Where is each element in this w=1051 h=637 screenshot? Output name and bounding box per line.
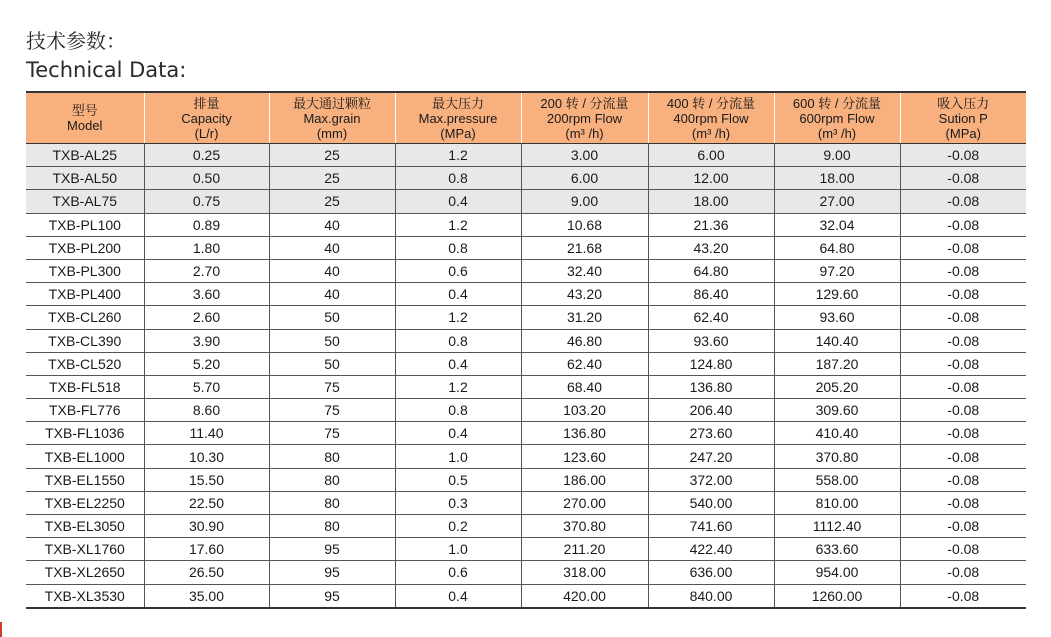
table-cell-flow-400rpm: 273.60 xyxy=(648,422,774,445)
table-row xyxy=(26,515,1026,538)
table-cell-flow-200rpm: 31.20 xyxy=(521,306,648,329)
table-cell-model: TXB-EL1000 xyxy=(26,445,144,468)
table-cell-model: TXB-CL520 xyxy=(26,352,144,375)
table-cell-flow-600rpm: 205.20 xyxy=(774,375,900,398)
table-cell-flow-600rpm: 93.60 xyxy=(774,306,900,329)
table-cell-flow-200rpm: 123.60 xyxy=(521,445,648,468)
table-cell-suction-pressure: -0.08 xyxy=(900,399,1026,422)
table-cell-max-pressure: 0.4 xyxy=(395,352,521,375)
table-cell-flow-200rpm: 21.68 xyxy=(521,236,648,259)
table-cell-max-grain: 50 xyxy=(269,306,395,329)
table-cell-model: TXB-EL3050 xyxy=(26,515,144,538)
column-header-line: 600rpm Flow xyxy=(799,110,875,126)
table-cell-max-pressure: 0.4 xyxy=(395,283,521,306)
column-header-line: (MPa) xyxy=(440,125,476,141)
column-header-flow-600rpm xyxy=(774,92,900,144)
table-cell-capacity: 26.50 xyxy=(144,561,269,584)
column-header-line: Sution P xyxy=(938,110,988,126)
table-cell-flow-200rpm: 270.00 xyxy=(521,491,648,514)
table-cell-model: TXB-XL1760 xyxy=(26,538,144,561)
table-cell-model: TXB-FL776 xyxy=(26,399,144,422)
table-cell-model: TXB-FL518 xyxy=(26,375,144,398)
table-cell-flow-600rpm: 9.00 xyxy=(774,144,900,167)
table-cell-flow-400rpm: 86.40 xyxy=(648,283,774,306)
column-header-line: (L/r) xyxy=(194,125,219,141)
table-cell-max-pressure: 0.3 xyxy=(395,491,521,514)
column-header-model xyxy=(26,92,144,144)
table-cell-flow-400rpm: 21.36 xyxy=(648,213,774,236)
table-cell-flow-200rpm: 136.80 xyxy=(521,422,648,445)
table-cell-capacity: 5.20 xyxy=(144,352,269,375)
table-cell-model: TXB-XL2650 xyxy=(26,561,144,584)
table-cell-max-pressure: 0.6 xyxy=(395,561,521,584)
column-header-line: (mm) xyxy=(316,125,348,141)
table-cell-max-pressure: 1.2 xyxy=(395,375,521,398)
table-cell-flow-400rpm: 18.00 xyxy=(648,190,774,213)
table-cell-max-grain: 50 xyxy=(269,329,395,352)
table-row xyxy=(26,538,1026,561)
table-cell-flow-400rpm: 124.80 xyxy=(648,352,774,375)
table-cell-flow-400rpm: 741.60 xyxy=(648,515,774,538)
table-cell-max-pressure: 1.0 xyxy=(395,538,521,561)
table-cell-max-pressure: 0.2 xyxy=(395,515,521,538)
table-row xyxy=(26,167,1026,190)
table-body xyxy=(26,144,1026,608)
table-cell-max-grain: 80 xyxy=(269,445,395,468)
table-row xyxy=(26,422,1026,445)
table-cell-max-pressure: 0.4 xyxy=(395,422,521,445)
table-cell-capacity: 1.80 xyxy=(144,236,269,259)
table-cell-capacity: 0.25 xyxy=(144,144,269,167)
table-cell-max-grain: 40 xyxy=(269,283,395,306)
table-cell-flow-400rpm: 64.80 xyxy=(648,259,774,282)
table-cell-suction-pressure: -0.08 xyxy=(900,375,1026,398)
column-header-line: (MPa) xyxy=(945,125,981,141)
column-header-line: (m³ /h) xyxy=(691,125,731,141)
table-cell-flow-600rpm: 97.20 xyxy=(774,259,900,282)
table-cell-suction-pressure: -0.08 xyxy=(900,515,1026,538)
table-row xyxy=(26,399,1026,422)
table-cell-flow-400rpm: 93.60 xyxy=(648,329,774,352)
table-cell-max-pressure: 0.4 xyxy=(395,190,521,213)
column-header-line: (m³ /h) xyxy=(817,125,857,141)
table-cell-capacity: 17.60 xyxy=(144,538,269,561)
column-header-line: (m³ /h) xyxy=(565,125,604,141)
table-cell-max-grain: 25 xyxy=(269,144,395,167)
table-cell-suction-pressure: -0.08 xyxy=(900,561,1026,584)
table-row xyxy=(26,468,1026,491)
table-cell-max-grain: 80 xyxy=(269,515,395,538)
column-header-line: 吸入压力 xyxy=(937,95,990,111)
table-cell-flow-600rpm: 32.04 xyxy=(774,213,900,236)
table-cell-max-pressure: 1.2 xyxy=(395,144,521,167)
table-row xyxy=(26,213,1026,236)
table-cell-capacity: 10.30 xyxy=(144,445,269,468)
table-cell-model: TXB-EL2250 xyxy=(26,491,144,514)
table-cell-flow-200rpm: 62.40 xyxy=(521,352,648,375)
accent-mark xyxy=(0,622,2,637)
table-cell-max-pressure: 1.2 xyxy=(395,306,521,329)
table-cell-max-pressure: 0.8 xyxy=(395,167,521,190)
column-header-line: 400rpm Flow xyxy=(673,110,749,126)
table-cell-flow-200rpm: 211.20 xyxy=(521,538,648,561)
table-row xyxy=(26,259,1026,282)
table-cell-max-grain: 75 xyxy=(269,375,395,398)
table-cell-flow-600rpm: 187.20 xyxy=(774,352,900,375)
table-cell-flow-200rpm: 103.20 xyxy=(521,399,648,422)
table-cell-flow-400rpm: 247.20 xyxy=(648,445,774,468)
table-cell-flow-400rpm: 12.00 xyxy=(648,167,774,190)
table-cell-suction-pressure: -0.08 xyxy=(900,259,1026,282)
column-header-capacity xyxy=(144,92,269,144)
table-cell-model: TXB-FL1036 xyxy=(26,422,144,445)
table-cell-suction-pressure: -0.08 xyxy=(900,306,1026,329)
table-cell-flow-400rpm: 43.20 xyxy=(648,236,774,259)
table-cell-max-grain: 40 xyxy=(269,259,395,282)
table-cell-max-grain: 95 xyxy=(269,584,395,608)
table-cell-max-pressure: 0.8 xyxy=(395,329,521,352)
table-cell-flow-600rpm: 1260.00 xyxy=(774,584,900,608)
column-header-line: Model xyxy=(67,118,103,133)
table-cell-suction-pressure: -0.08 xyxy=(900,236,1026,259)
table-cell-flow-200rpm: 420.00 xyxy=(521,584,648,608)
table-row xyxy=(26,144,1026,167)
table-cell-capacity: 35.00 xyxy=(144,584,269,608)
column-header-line: 排量 xyxy=(193,95,220,111)
table-cell-flow-200rpm: 186.00 xyxy=(521,468,648,491)
table-cell-model: TXB-PL200 xyxy=(26,236,144,259)
table-row xyxy=(26,329,1026,352)
table-row xyxy=(26,352,1026,375)
technical-data-table xyxy=(26,91,1026,609)
table-cell-flow-600rpm: 1112.40 xyxy=(774,515,900,538)
table-cell-model: TXB-AL50 xyxy=(26,167,144,190)
table-cell-suction-pressure: -0.08 xyxy=(900,213,1026,236)
column-header-line: Capacity xyxy=(181,110,232,126)
table-row xyxy=(26,236,1026,259)
table-cell-model: TXB-PL400 xyxy=(26,283,144,306)
table-cell-suction-pressure: -0.08 xyxy=(900,329,1026,352)
table-cell-flow-200rpm: 9.00 xyxy=(521,190,648,213)
table-row xyxy=(26,491,1026,514)
table-cell-capacity: 2.60 xyxy=(144,306,269,329)
column-header-line: 型号 xyxy=(71,103,98,118)
table-cell-suction-pressure: -0.08 xyxy=(900,190,1026,213)
column-header-line: 200rpm Flow xyxy=(546,110,623,126)
table-cell-capacity: 3.60 xyxy=(144,283,269,306)
table-cell-flow-200rpm: 6.00 xyxy=(521,167,648,190)
table-cell-suction-pressure: -0.08 xyxy=(900,167,1026,190)
table-cell-max-grain: 40 xyxy=(269,213,395,236)
table-cell-flow-600rpm: 18.00 xyxy=(774,167,900,190)
table-cell-flow-600rpm: 27.00 xyxy=(774,190,900,213)
table-row xyxy=(26,561,1026,584)
table-cell-flow-200rpm: 68.40 xyxy=(521,375,648,398)
table-cell-flow-400rpm: 422.40 xyxy=(648,538,774,561)
table-cell-max-pressure: 0.5 xyxy=(395,468,521,491)
column-header-line: Max.grain xyxy=(303,110,361,126)
table-cell-flow-200rpm: 318.00 xyxy=(521,561,648,584)
table-cell-max-grain: 25 xyxy=(269,190,395,213)
table-cell-max-pressure: 0.6 xyxy=(395,259,521,282)
table-cell-capacity: 0.89 xyxy=(144,213,269,236)
table-cell-flow-400rpm: 6.00 xyxy=(648,144,774,167)
table-cell-capacity: 30.90 xyxy=(144,515,269,538)
table-cell-model: TXB-EL1550 xyxy=(26,468,144,491)
table-cell-flow-200rpm: 46.80 xyxy=(521,329,648,352)
section-title-chinese: 技术参数： xyxy=(26,29,126,53)
table-header xyxy=(26,92,1026,144)
table-cell-flow-600rpm: 410.40 xyxy=(774,422,900,445)
table-cell-suction-pressure: -0.08 xyxy=(900,283,1026,306)
table-cell-capacity: 0.50 xyxy=(144,167,269,190)
table-row xyxy=(26,190,1026,213)
table-cell-max-pressure: 0.8 xyxy=(395,399,521,422)
table-cell-flow-600rpm: 810.00 xyxy=(774,491,900,514)
table-cell-capacity: 3.90 xyxy=(144,329,269,352)
table-cell-flow-400rpm: 372.00 xyxy=(648,468,774,491)
table-cell-flow-600rpm: 309.60 xyxy=(774,399,900,422)
table-cell-capacity: 11.40 xyxy=(144,422,269,445)
table-row xyxy=(26,306,1026,329)
table-cell-suction-pressure: -0.08 xyxy=(900,144,1026,167)
table-cell-max-grain: 40 xyxy=(269,236,395,259)
table-cell-model: TXB-CL260 xyxy=(26,306,144,329)
table-cell-flow-400rpm: 62.40 xyxy=(648,306,774,329)
column-header-line: 最大压力 xyxy=(431,95,484,111)
table-cell-model: TXB-XL3530 xyxy=(26,584,144,608)
column-header-suction-pressure xyxy=(900,92,1026,144)
table-cell-capacity: 2.70 xyxy=(144,259,269,282)
table-cell-max-grain: 25 xyxy=(269,167,395,190)
table-row xyxy=(26,445,1026,468)
table-cell-capacity: 22.50 xyxy=(144,491,269,514)
table-cell-capacity: 15.50 xyxy=(144,468,269,491)
table-cell-suction-pressure: -0.08 xyxy=(900,491,1026,514)
table-cell-flow-200rpm: 32.40 xyxy=(521,259,648,282)
header-row xyxy=(26,92,1026,144)
column-header-line: 最大通过颗粒 xyxy=(292,95,371,111)
column-header-flow-200rpm xyxy=(521,92,648,144)
table-cell-flow-400rpm: 636.00 xyxy=(648,561,774,584)
table-cell-flow-200rpm: 43.20 xyxy=(521,283,648,306)
table-cell-model: TXB-CL390 xyxy=(26,329,144,352)
table-cell-capacity: 8.60 xyxy=(144,399,269,422)
table-cell-max-grain: 75 xyxy=(269,422,395,445)
table-cell-max-grain: 95 xyxy=(269,561,395,584)
table-cell-flow-200rpm: 3.00 xyxy=(521,144,648,167)
table-cell-suction-pressure: -0.08 xyxy=(900,352,1026,375)
table-row xyxy=(26,375,1026,398)
section-title-english: Technical Data: xyxy=(26,58,187,82)
table-cell-max-pressure: 0.8 xyxy=(395,236,521,259)
table-cell-max-grain: 75 xyxy=(269,399,395,422)
table-cell-flow-200rpm: 370.80 xyxy=(521,515,648,538)
table-cell-flow-400rpm: 540.00 xyxy=(648,491,774,514)
table-cell-suction-pressure: -0.08 xyxy=(900,445,1026,468)
column-header-max-grain xyxy=(269,92,395,144)
table-cell-max-pressure: 1.0 xyxy=(395,445,521,468)
table-cell-suction-pressure: -0.08 xyxy=(900,584,1026,608)
table-cell-flow-600rpm: 954.00 xyxy=(774,561,900,584)
table-cell-flow-600rpm: 633.60 xyxy=(774,538,900,561)
table-cell-flow-600rpm: 370.80 xyxy=(774,445,900,468)
table-cell-model: TXB-AL75 xyxy=(26,190,144,213)
column-header-flow-400rpm xyxy=(648,92,774,144)
table-cell-max-pressure: 0.4 xyxy=(395,584,521,608)
table-cell-flow-600rpm: 64.80 xyxy=(774,236,900,259)
table-row xyxy=(26,283,1026,306)
table-cell-flow-600rpm: 140.40 xyxy=(774,329,900,352)
table-cell-suction-pressure: -0.08 xyxy=(900,422,1026,445)
table-cell-max-grain: 95 xyxy=(269,538,395,561)
table-cell-flow-200rpm: 10.68 xyxy=(521,213,648,236)
table-cell-capacity: 5.70 xyxy=(144,375,269,398)
table-cell-model: TXB-PL300 xyxy=(26,259,144,282)
column-header-max-pressure xyxy=(395,92,521,144)
table-cell-flow-400rpm: 136.80 xyxy=(648,375,774,398)
table-cell-suction-pressure: -0.08 xyxy=(900,468,1026,491)
table-cell-model: TXB-AL25 xyxy=(26,144,144,167)
table-cell-max-grain: 80 xyxy=(269,491,395,514)
table-cell-flow-400rpm: 840.00 xyxy=(648,584,774,608)
table-cell-max-grain: 50 xyxy=(269,352,395,375)
column-header-line: 600 转 / 分流量 xyxy=(792,95,882,111)
column-header-line: 400 转 / 分流量 xyxy=(666,95,756,111)
table-cell-max-grain: 80 xyxy=(269,468,395,491)
table-cell-suction-pressure: -0.08 xyxy=(900,538,1026,561)
table-cell-flow-400rpm: 206.40 xyxy=(648,399,774,422)
table-cell-capacity: 0.75 xyxy=(144,190,269,213)
table-cell-flow-600rpm: 129.60 xyxy=(774,283,900,306)
table-cell-max-pressure: 1.2 xyxy=(395,213,521,236)
table-cell-model: TXB-PL100 xyxy=(26,213,144,236)
table-row xyxy=(26,584,1026,608)
column-header-line: Max.pressure xyxy=(418,110,498,126)
table-cell-flow-600rpm: 558.00 xyxy=(774,468,900,491)
column-header-line: 200 转 / 分流量 xyxy=(540,95,629,111)
